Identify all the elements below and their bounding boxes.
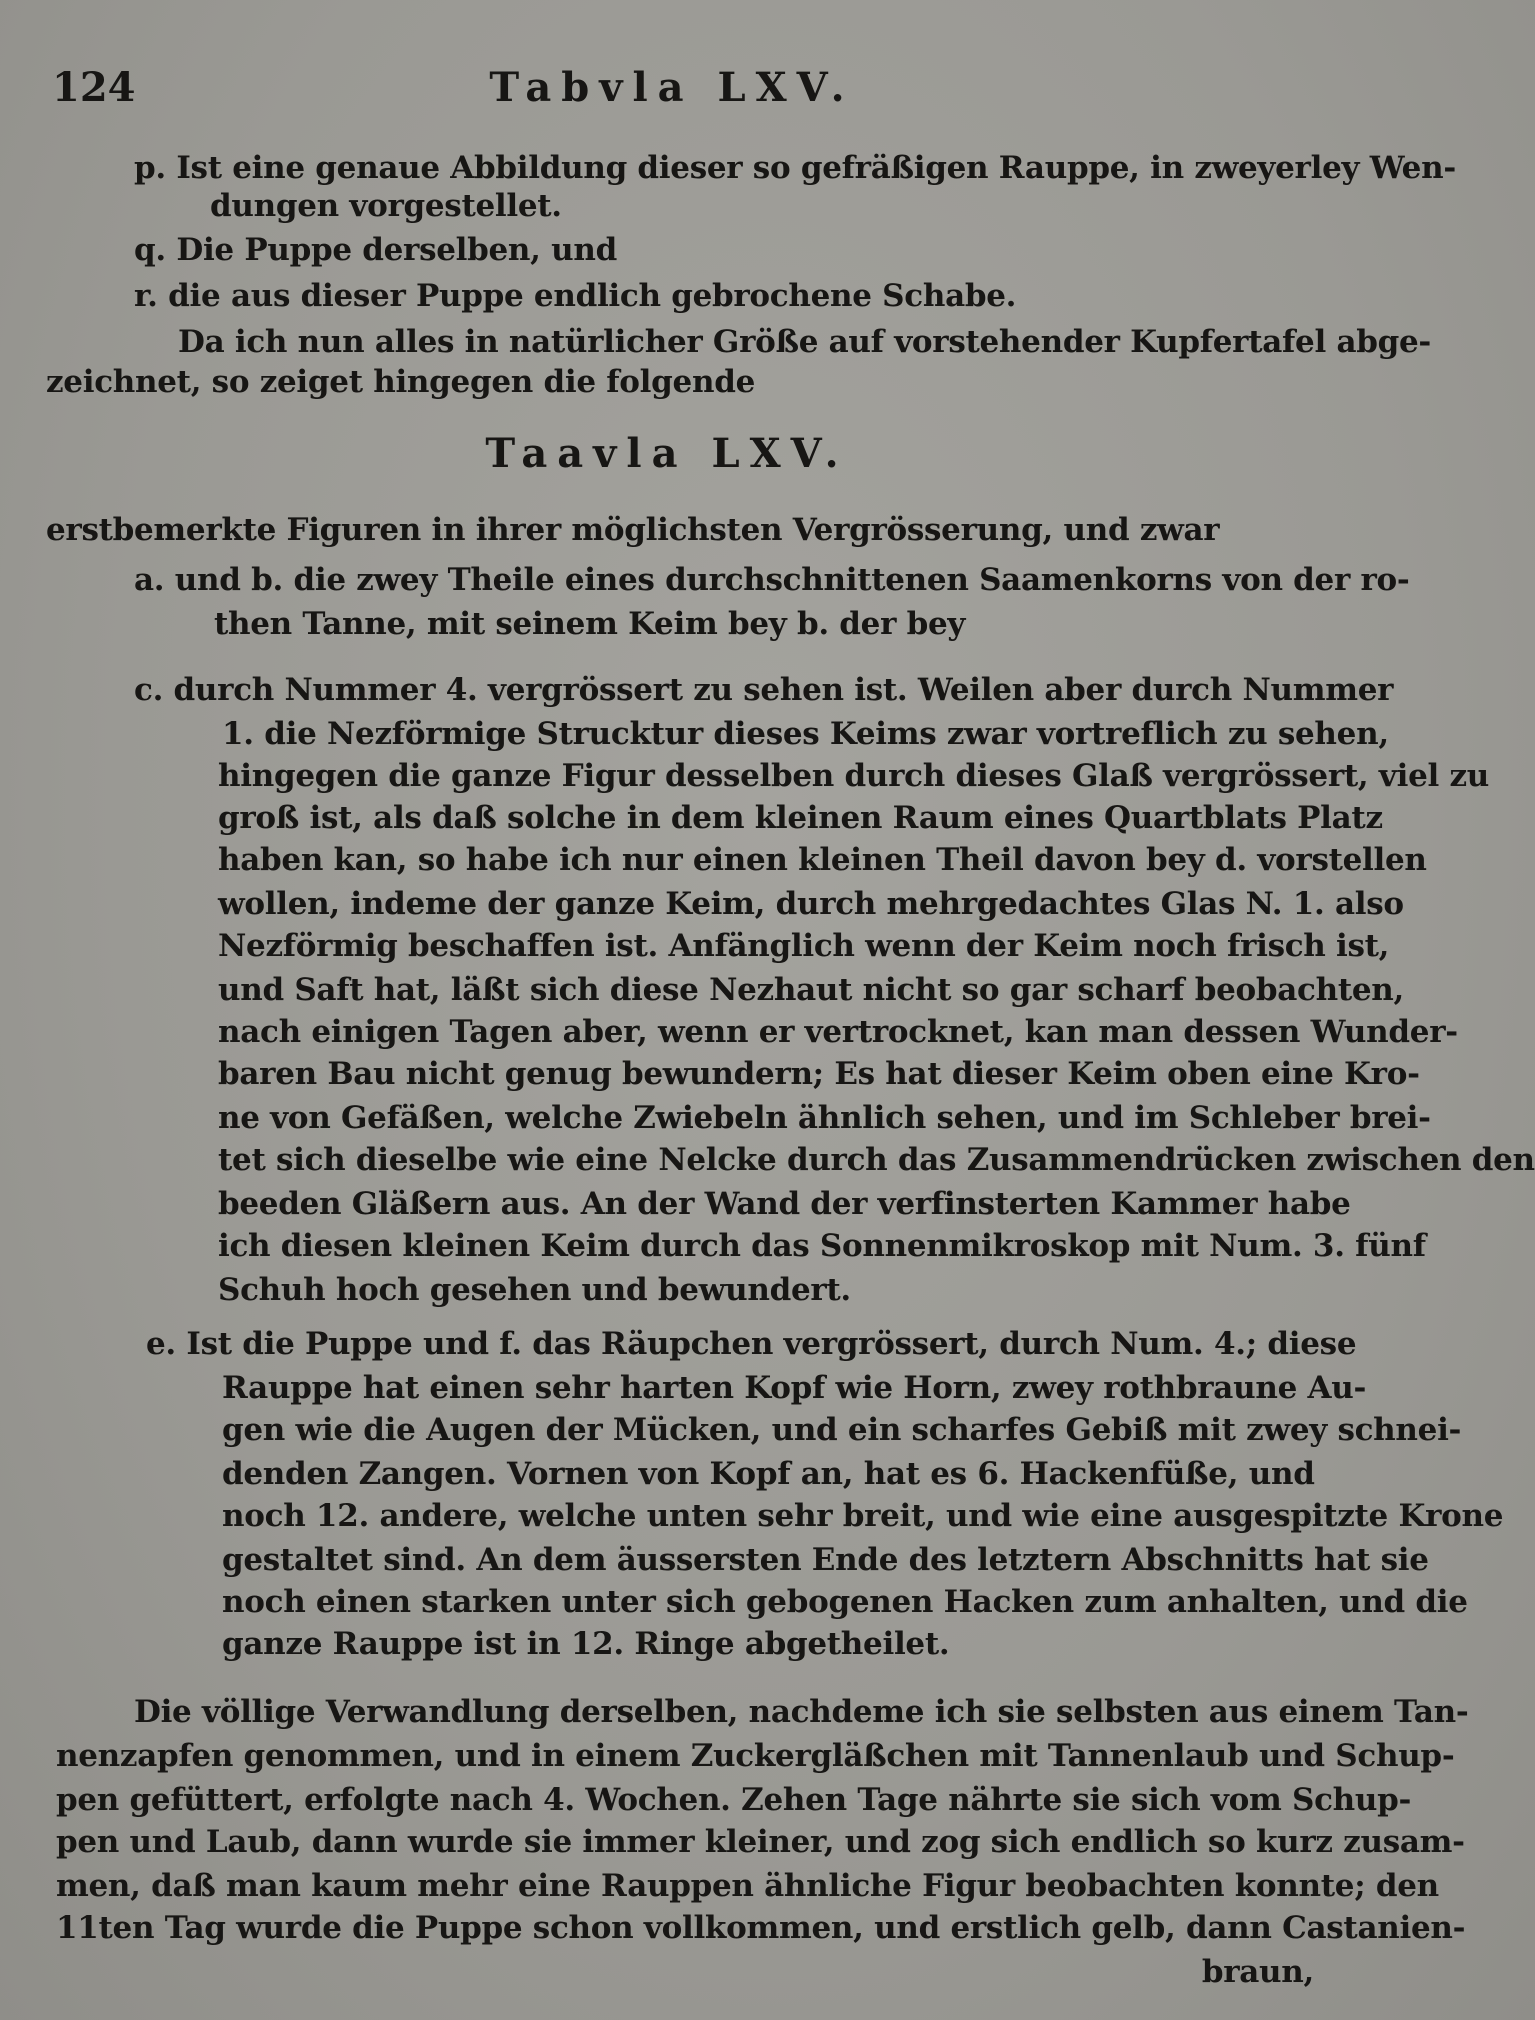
text-line: ich diesen kleinen Keim durch das Sonnenmikroskop mit Num. 3. fünf xyxy=(218,1228,1426,1264)
running-title: Tabvla LXV. xyxy=(489,64,855,111)
text-line: e. Ist die Puppe und f. das Räupchen vergrössert, durch Num. 4.; diese xyxy=(146,1326,1357,1362)
text-line: gestaltet sind. An dem äussersten Ende des letztern Abschnitts hat sie xyxy=(222,1542,1429,1578)
text-line: noch 12. andere, welche unten sehr breit, und wie eine ausgespitzte Krone xyxy=(222,1498,1504,1534)
text-line: p. Ist eine genaue Abbildung dieser so gefräßigen Rauppe, in zweyerley Wen- xyxy=(134,150,1456,186)
text-line: nach einigen Tagen aber, wenn er vertrocknet, kan man dessen Wunder- xyxy=(218,1014,1458,1050)
text-line: 11ten Tag wurde die Puppe schon vollkommen, und erstlich gelb, dann Castanien- xyxy=(56,1910,1466,1946)
text-line: ne von Gefäßen, welche Zwiebeln ähnlich sehen, und im Schleber brei- xyxy=(218,1100,1431,1136)
text-line: beeden Gläßern aus. An der Wand der verfinsterten Kammer habe xyxy=(218,1186,1351,1222)
text-line: braun, xyxy=(1201,1954,1314,1990)
text-line: ganze Rauppe ist in 12. Ringe abgetheilet. xyxy=(222,1626,950,1662)
text-line: 1. die Nezförmige Strucktur dieses Keims zwar vortreflich zu sehen, xyxy=(222,716,1389,752)
text-line: nenzapfen genommen, und in einem Zuckergläßchen mit Tannenlaub und Schup- xyxy=(56,1738,1455,1774)
text-line: denden Zangen. Vornen von Kopf an, hat es 6. Hackenfüße, und xyxy=(222,1456,1315,1492)
text-line: dungen vorgestellet. xyxy=(210,188,562,224)
text-line: wollen, indeme der ganze Keim, durch mehrgedachtes Glas N. 1. also xyxy=(218,886,1404,922)
text-line: Rauppe hat einen sehr harten Kopf wie Horn, zwey rothbraune Au- xyxy=(222,1370,1367,1406)
text-line: r. die aus dieser Puppe endlich gebrochene Schabe. xyxy=(134,278,1017,314)
text-line: Schuh hoch gesehen und bewundert. xyxy=(218,1272,851,1308)
section-heading: Taavla LXV. xyxy=(485,430,849,477)
text-line: Nezförmig beschaffen ist. Anfänglich wenn der Keim noch frisch ist, xyxy=(218,928,1390,964)
text-line: c. durch Nummer 4. vergrössert zu sehen ist. Weilen aber durch Nummer xyxy=(134,672,1394,708)
page-number: 124 xyxy=(52,64,136,111)
text-line: q. Die Puppe derselben, und xyxy=(134,232,618,268)
text-line: a. und b. die zwey Theile eines durchschnittenen Saamenkorns von der ro- xyxy=(134,562,1410,598)
page-header xyxy=(52,64,1292,124)
text-line: erstbemerkte Figuren in ihrer möglichsten Vergrösserung, und zwar xyxy=(46,512,1220,548)
text-line: pen und Laub, dann wurde sie immer kleiner, und zog sich endlich so kurz zusam- xyxy=(56,1824,1465,1860)
text-line: groß ist, als daß solche in dem kleinen Raum eines Quartblats Platz xyxy=(218,800,1383,836)
text-line: haben kan, so habe ich nur einen kleinen Theil davon bey d. vorstellen xyxy=(218,842,1427,878)
text-line: tet sich dieselbe wie eine Nelcke durch das Zusammendrücken zwischen den xyxy=(218,1142,1535,1178)
text-line: baren Bau nicht genug bewundern; Es hat dieser Keim oben eine Kro- xyxy=(218,1056,1420,1092)
text-line: hingegen die ganze Figur desselben durch dieses Glaß vergrössert, viel zu xyxy=(218,758,1490,794)
text-line: Die völlige Verwandlung derselben, nachdeme ich sie selbsten aus einem Tan- xyxy=(134,1694,1469,1730)
text-line: pen gefüttert, erfolgte nach 4. Wochen. Zehen Tage nährte sie sich vom Schup- xyxy=(56,1782,1412,1818)
text-line: gen wie die Augen der Mücken, und ein scharfes Gebiß mit zwey schnei- xyxy=(222,1412,1462,1448)
text-line: then Tanne, mit seinem Keim bey b. der bey xyxy=(214,606,966,642)
text-line: Da ich nun alles in natürlicher Größe auf vorstehender Kupfertafel abge- xyxy=(178,324,1431,360)
text-line: noch einen starken unter sich gebogenen Hacken zum anhalten, und die xyxy=(222,1584,1468,1620)
text-line: und Saft hat, läßt sich diese Nezhaut nicht so gar scharf beobachten, xyxy=(218,972,1405,1008)
text-line: men, daß man kaum mehr eine Rauppen ähnliche Figur beobachten konnte; den xyxy=(56,1868,1439,1904)
text-line: zeichnet, so zeiget hingegen die folgende xyxy=(46,364,755,400)
